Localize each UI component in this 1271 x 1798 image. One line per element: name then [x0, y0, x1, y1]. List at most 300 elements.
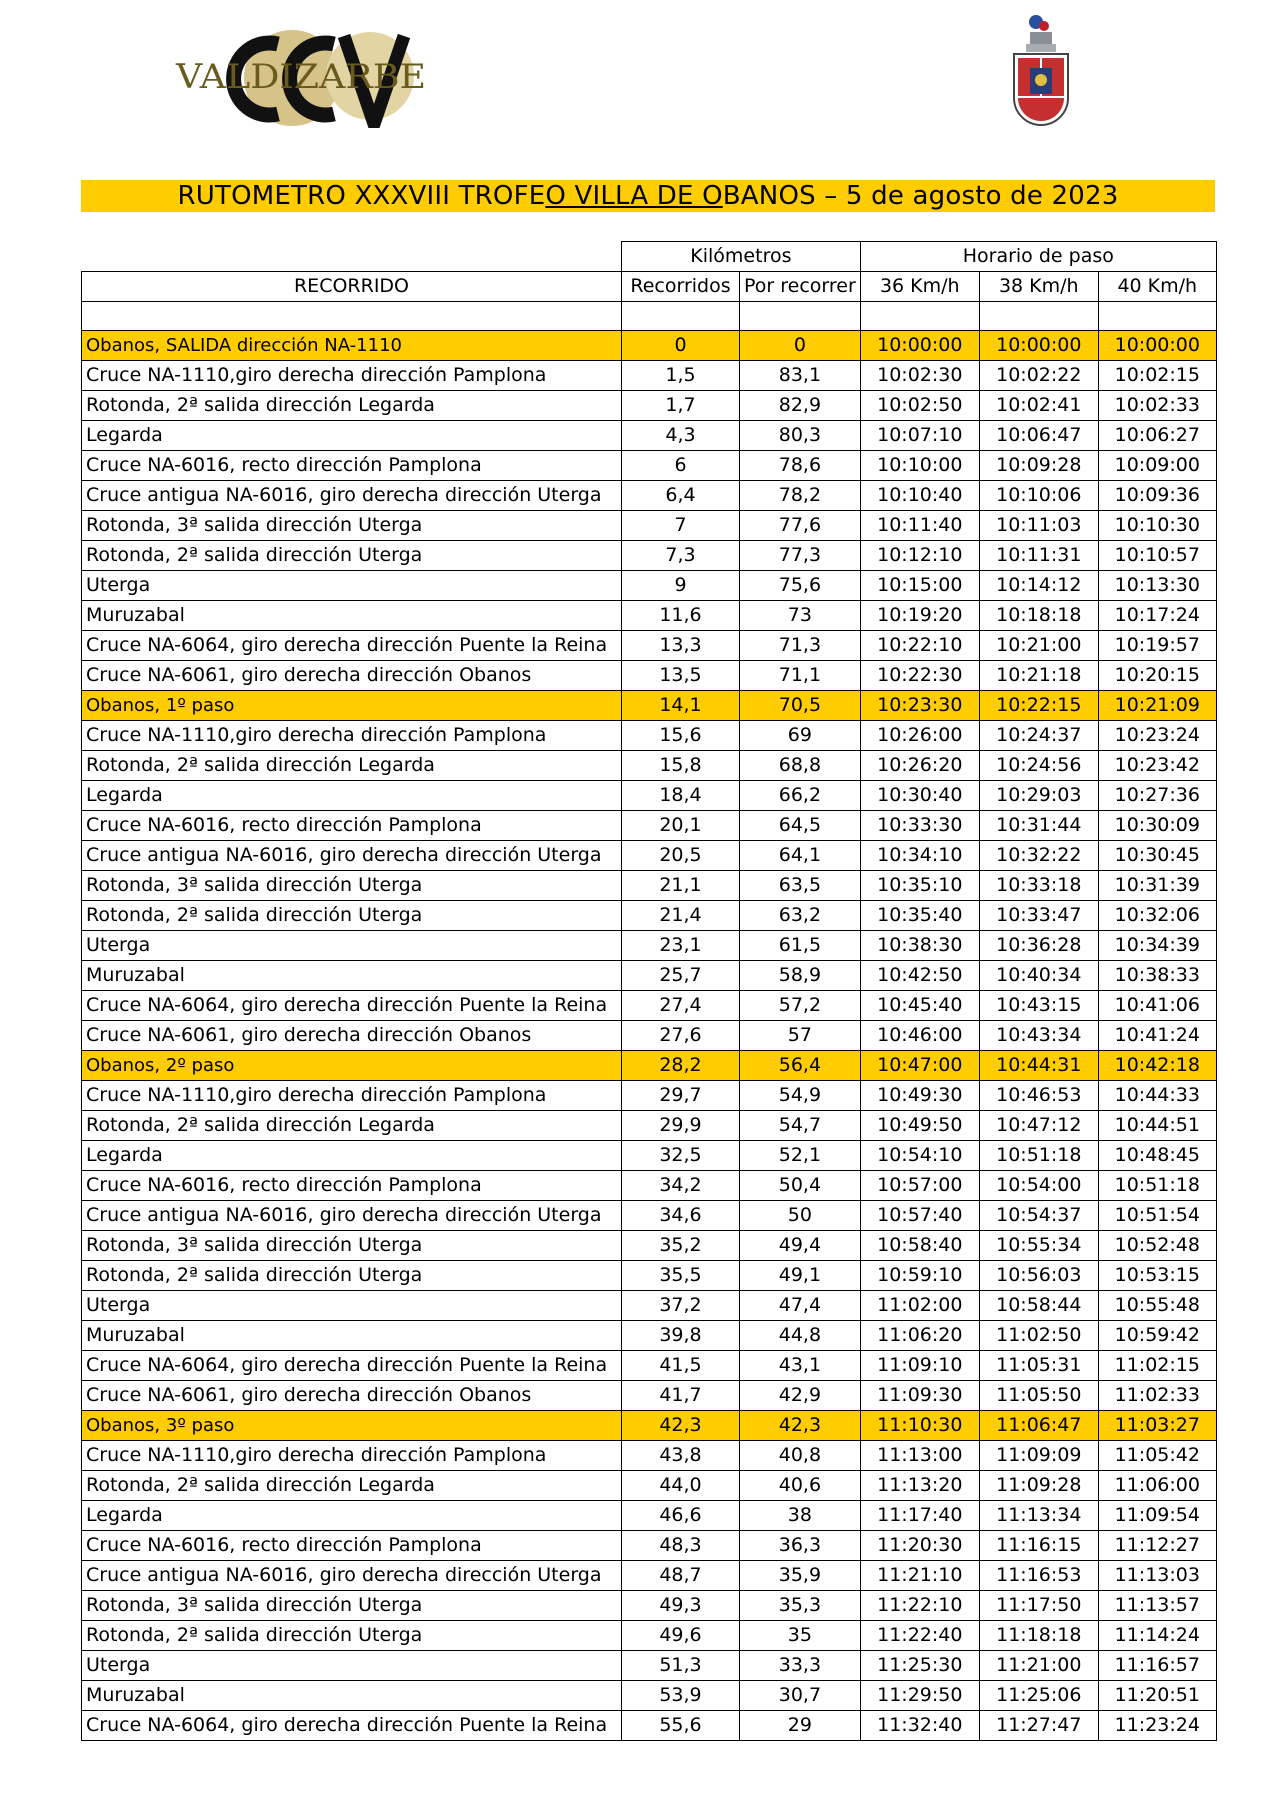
header-speed-38: 38 Km/h	[979, 272, 1098, 302]
cell-km-recorridos: 29,7	[622, 1081, 740, 1111]
table-row-highlight	[82, 1051, 1217, 1081]
cell-km-por-recorrer: 38	[740, 1501, 861, 1531]
cell-recorrido: Cruce NA-6064, giro derecha dirección Puente la Reina	[82, 1711, 622, 1741]
cell-km-recorridos: 53,9	[622, 1681, 740, 1711]
cell-time-36: 10:02:50	[860, 391, 979, 421]
cell-recorrido: Cruce NA-1110,giro derecha dirección Pamplona	[82, 1081, 622, 1111]
cell-km-recorridos: 20,5	[622, 841, 740, 871]
cell-time-36: 10:35:40	[860, 901, 979, 931]
cell-recorrido: Rotonda, 2ª salida dirección Uterga	[82, 541, 622, 571]
cell-recorrido: Muruzabal	[82, 961, 622, 991]
cell-time-38: 10:11:03	[979, 511, 1098, 541]
cell-time-36: 10:46:00	[860, 1021, 979, 1051]
table-row	[82, 901, 1217, 931]
cell-time-36: 10:23:30	[860, 691, 979, 721]
cell-time-40: 10:51:18	[1098, 1171, 1216, 1201]
table-row	[82, 841, 1217, 871]
table-row	[82, 751, 1217, 781]
cell-time-40: 10:52:48	[1098, 1231, 1216, 1261]
cell-km-recorridos: 49,3	[622, 1591, 740, 1621]
cell-time-36: 10:19:20	[860, 601, 979, 631]
cell-time-36: 10:10:40	[860, 481, 979, 511]
cell-time-36: 11:10:30	[860, 1411, 979, 1441]
cell-km-por-recorrer: 77,6	[740, 511, 861, 541]
cell-km-recorridos: 14,1	[622, 691, 740, 721]
table-row	[82, 721, 1217, 751]
cell-recorrido: Cruce NA-6064, giro derecha dirección Puente la Reina	[82, 631, 622, 661]
cell-time-36: 10:02:30	[860, 361, 979, 391]
cell-time-36: 10:33:30	[860, 811, 979, 841]
cell-km-por-recorrer: 73	[740, 601, 861, 631]
cell-time-38: 11:16:15	[979, 1531, 1098, 1561]
cell-time-40: 10:10:57	[1098, 541, 1216, 571]
cell-recorrido: Legarda	[82, 1141, 622, 1171]
cell-time-40: 10:59:42	[1098, 1321, 1216, 1351]
cell-time-40: 10:13:30	[1098, 571, 1216, 601]
cell-time-36: 11:22:40	[860, 1621, 979, 1651]
cell-time-36: 10:57:40	[860, 1201, 979, 1231]
cell-km-por-recorrer: 44,8	[740, 1321, 861, 1351]
cell-recorrido: Uterga	[82, 1291, 622, 1321]
cell-time-38: 10:00:00	[979, 331, 1098, 361]
cell-time-38: 10:36:28	[979, 931, 1098, 961]
cell-time-40: 11:12:27	[1098, 1531, 1216, 1561]
cell-recorrido: Rotonda, 2ª salida dirección Legarda	[82, 1111, 622, 1141]
cell-time-40: 11:02:15	[1098, 1351, 1216, 1381]
table-row	[82, 811, 1217, 841]
cell-time-36: 11:17:40	[860, 1501, 979, 1531]
cell-km-por-recorrer: 77,3	[740, 541, 861, 571]
cell-time-40: 10:09:00	[1098, 451, 1216, 481]
cell-km-por-recorrer: 63,5	[740, 871, 861, 901]
cell-km-recorridos: 25,7	[622, 961, 740, 991]
cell-km-recorridos: 6,4	[622, 481, 740, 511]
cell-time-36: 10:22:30	[860, 661, 979, 691]
cell-time-36: 11:13:00	[860, 1441, 979, 1471]
cell-time-36: 10:07:10	[860, 421, 979, 451]
cell-km-por-recorrer: 68,8	[740, 751, 861, 781]
cell-km-recorridos: 34,2	[622, 1171, 740, 1201]
cell-time-40: 10:20:15	[1098, 661, 1216, 691]
cell-km-recorridos: 15,6	[622, 721, 740, 751]
cell-km-recorridos: 42,3	[622, 1411, 740, 1441]
cell-km-por-recorrer: 42,9	[740, 1381, 861, 1411]
cell-time-36: 10:00:00	[860, 331, 979, 361]
table-row	[82, 511, 1217, 541]
table-row	[82, 1471, 1217, 1501]
cell-time-36: 11:21:10	[860, 1561, 979, 1591]
cell-time-36: 10:38:30	[860, 931, 979, 961]
cell-time-40: 10:48:45	[1098, 1141, 1216, 1171]
cell-km-por-recorrer: 64,1	[740, 841, 861, 871]
cell-time-38: 11:06:47	[979, 1411, 1098, 1441]
cell-recorrido: Cruce NA-6061, giro derecha dirección Obanos	[82, 1381, 622, 1411]
cell-km-por-recorrer: 54,9	[740, 1081, 861, 1111]
cell-recorrido: Rotonda, 2ª salida dirección Uterga	[82, 1261, 622, 1291]
cell-recorrido: Muruzabal	[82, 1681, 622, 1711]
cell-time-40: 11:23:24	[1098, 1711, 1216, 1741]
cell-time-40: 10:09:36	[1098, 481, 1216, 511]
cell-km-recorridos: 55,6	[622, 1711, 740, 1741]
cell-recorrido: Cruce NA-6016, recto dirección Pamplona	[82, 1171, 622, 1201]
cell-km-por-recorrer: 35	[740, 1621, 861, 1651]
cell-km-recorridos: 15,8	[622, 751, 740, 781]
cell-km-recorridos: 34,6	[622, 1201, 740, 1231]
cell-time-36: 11:22:10	[860, 1591, 979, 1621]
cell-km-recorridos: 27,4	[622, 991, 740, 1021]
cell-time-38: 10:21:00	[979, 631, 1098, 661]
cell-recorrido: Cruce NA-6064, giro derecha dirección Puente la Reina	[82, 1351, 622, 1381]
cell-recorrido: Cruce NA-1110,giro derecha dirección Pamplona	[82, 1441, 622, 1471]
cell-time-38: 11:17:50	[979, 1591, 1098, 1621]
table-row	[82, 1081, 1217, 1111]
cell-recorrido: Rotonda, 3ª salida dirección Uterga	[82, 1231, 622, 1261]
cell-km-recorridos: 46,6	[622, 1501, 740, 1531]
cell-time-40: 10:19:57	[1098, 631, 1216, 661]
table-row	[82, 601, 1217, 631]
cell-time-40: 10:53:15	[1098, 1261, 1216, 1291]
cell-km-por-recorrer: 64,5	[740, 811, 861, 841]
cell-km-recorridos: 27,6	[622, 1021, 740, 1051]
cell-km-recorridos: 35,5	[622, 1261, 740, 1291]
cell-recorrido: Uterga	[82, 931, 622, 961]
cell-time-38: 10:58:44	[979, 1291, 1098, 1321]
cell-time-40: 10:31:39	[1098, 871, 1216, 901]
cell-km-por-recorrer: 42,3	[740, 1411, 861, 1441]
cell-time-38: 10:10:06	[979, 481, 1098, 511]
cell-time-36: 11:32:40	[860, 1711, 979, 1741]
cell-km-por-recorrer: 49,4	[740, 1231, 861, 1261]
cell-km-por-recorrer: 47,4	[740, 1291, 861, 1321]
cell-time-40: 10:41:06	[1098, 991, 1216, 1021]
title-part-3: BANOS – 5 de agosto de 2023	[722, 181, 1119, 211]
table-row-highlight	[82, 691, 1217, 721]
cell-km-por-recorrer: 58,9	[740, 961, 861, 991]
table-row	[82, 631, 1217, 661]
cell-recorrido: Rotonda, 3ª salida dirección Uterga	[82, 1591, 622, 1621]
cell-recorrido: Cruce NA-6061, giro derecha dirección Obanos	[82, 661, 622, 691]
cell-time-38: 11:09:28	[979, 1471, 1098, 1501]
cell-time-36: 10:54:10	[860, 1141, 979, 1171]
cell-time-40: 10:41:24	[1098, 1021, 1216, 1051]
table-row	[82, 1321, 1217, 1351]
cell-recorrido: Cruce NA-1110,giro derecha dirección Pamplona	[82, 721, 622, 751]
cell-time-40: 11:13:03	[1098, 1561, 1216, 1591]
cell-time-38: 10:29:03	[979, 781, 1098, 811]
cell-km-por-recorrer: 50,4	[740, 1171, 861, 1201]
cell-recorrido: Cruce NA-6016, recto dirección Pamplona	[82, 1531, 622, 1561]
cell-time-38: 10:21:18	[979, 661, 1098, 691]
table-row	[82, 1171, 1217, 1201]
cell-time-36: 10:35:10	[860, 871, 979, 901]
title-part-1: RUTOMETRO XXXVIII TROFE	[177, 181, 546, 211]
cell-time-36: 11:06:20	[860, 1321, 979, 1351]
cell-time-38: 10:33:18	[979, 871, 1098, 901]
cell-time-40: 10:30:45	[1098, 841, 1216, 871]
table-row	[82, 1621, 1217, 1651]
cell-time-36: 10:42:50	[860, 961, 979, 991]
header-row-columns	[82, 272, 1217, 302]
cell-time-36: 10:12:10	[860, 541, 979, 571]
table-row	[82, 1651, 1217, 1681]
empty-row	[82, 302, 1217, 331]
table-row	[82, 871, 1217, 901]
table-row	[82, 571, 1217, 601]
cell-recorrido: Legarda	[82, 781, 622, 811]
cell-km-por-recorrer: 66,2	[740, 781, 861, 811]
table-row	[82, 1021, 1217, 1051]
cell-km-recorridos: 0	[622, 331, 740, 361]
cell-time-40: 11:02:33	[1098, 1381, 1216, 1411]
cell-recorrido: Cruce NA-6064, giro derecha dirección Puente la Reina	[82, 991, 622, 1021]
cell-time-36: 10:22:10	[860, 631, 979, 661]
cell-km-por-recorrer: 75,6	[740, 571, 861, 601]
table-row-highlight	[82, 1411, 1217, 1441]
cell-km-recorridos: 43,8	[622, 1441, 740, 1471]
cell-km-recorridos: 1,7	[622, 391, 740, 421]
cell-time-40: 10:27:36	[1098, 781, 1216, 811]
cell-time-36: 11:02:00	[860, 1291, 979, 1321]
cell-km-recorridos: 49,6	[622, 1621, 740, 1651]
table-row	[82, 1291, 1217, 1321]
cell-time-38: 10:24:56	[979, 751, 1098, 781]
table-row	[82, 391, 1217, 421]
table-row	[82, 1351, 1217, 1381]
cell-km-por-recorrer: 40,8	[740, 1441, 861, 1471]
table-row	[82, 1231, 1217, 1261]
cell-time-38: 10:43:34	[979, 1021, 1098, 1051]
cell-time-38: 11:27:47	[979, 1711, 1098, 1741]
cell-km-por-recorrer: 35,9	[740, 1561, 861, 1591]
cell-km-por-recorrer: 57	[740, 1021, 861, 1051]
table-row	[82, 661, 1217, 691]
cell-km-recorridos: 29,9	[622, 1111, 740, 1141]
cell-km-recorridos: 48,3	[622, 1531, 740, 1561]
cell-time-38: 10:14:12	[979, 571, 1098, 601]
cell-time-38: 10:06:47	[979, 421, 1098, 451]
cell-time-40: 11:14:24	[1098, 1621, 1216, 1651]
cell-recorrido: Obanos, 1º paso	[82, 691, 622, 721]
cell-km-por-recorrer: 0	[740, 331, 861, 361]
cell-km-recorridos: 4,3	[622, 421, 740, 451]
table-row	[82, 991, 1217, 1021]
cell-time-38: 10:55:34	[979, 1231, 1098, 1261]
cell-time-40: 11:05:42	[1098, 1441, 1216, 1471]
cell-km-recorridos: 13,5	[622, 661, 740, 691]
header-row-groups	[82, 242, 1217, 272]
cell-km-recorridos: 35,2	[622, 1231, 740, 1261]
header-speed-36: 36 Km/h	[860, 272, 979, 302]
cell-time-40: 10:38:33	[1098, 961, 1216, 991]
cell-time-38: 10:09:28	[979, 451, 1098, 481]
svg-text:VALDIZARBE: VALDIZARBE	[174, 57, 426, 97]
club-logo	[174, 28, 430, 128]
cell-time-36: 11:29:50	[860, 1681, 979, 1711]
table-row	[82, 1441, 1217, 1471]
cell-time-38: 10:46:53	[979, 1081, 1098, 1111]
cell-recorrido: Legarda	[82, 421, 622, 451]
cell-time-40: 10:17:24	[1098, 601, 1216, 631]
cell-km-por-recorrer: 82,9	[740, 391, 861, 421]
cell-recorrido: Cruce antigua NA-6016, giro derecha dirección Uterga	[82, 481, 622, 511]
cell-time-36: 10:58:40	[860, 1231, 979, 1261]
cell-recorrido: Rotonda, 2ª salida dirección Legarda	[82, 1471, 622, 1501]
cell-time-38: 10:44:31	[979, 1051, 1098, 1081]
cell-time-36: 10:30:40	[860, 781, 979, 811]
cell-time-38: 10:43:15	[979, 991, 1098, 1021]
cell-time-38: 10:22:15	[979, 691, 1098, 721]
cell-km-por-recorrer: 70,5	[740, 691, 861, 721]
cell-km-por-recorrer: 33,3	[740, 1651, 861, 1681]
header-recorrido: RECORRIDO	[82, 272, 622, 302]
table-row	[82, 361, 1217, 391]
cell-time-38: 11:13:34	[979, 1501, 1098, 1531]
cell-km-recorridos: 51,3	[622, 1651, 740, 1681]
route-table	[81, 241, 1217, 1741]
table-row	[82, 961, 1217, 991]
cell-time-38: 10:02:41	[979, 391, 1098, 421]
table-row	[82, 541, 1217, 571]
cell-km-por-recorrer: 49,1	[740, 1261, 861, 1291]
cell-time-38: 10:18:18	[979, 601, 1098, 631]
cell-km-por-recorrer: 71,1	[740, 661, 861, 691]
cell-recorrido: Cruce antigua NA-6016, giro derecha dirección Uterga	[82, 1201, 622, 1231]
cell-recorrido: Obanos, 2º paso	[82, 1051, 622, 1081]
cell-km-por-recorrer: 56,4	[740, 1051, 861, 1081]
cell-time-38: 11:05:31	[979, 1351, 1098, 1381]
cell-time-36: 10:26:00	[860, 721, 979, 751]
table-row	[82, 1201, 1217, 1231]
cell-time-38: 10:56:03	[979, 1261, 1098, 1291]
cell-km-por-recorrer: 71,3	[740, 631, 861, 661]
cell-km-recorridos: 28,2	[622, 1051, 740, 1081]
cell-time-40: 10:23:24	[1098, 721, 1216, 751]
cell-km-recorridos: 44,0	[622, 1471, 740, 1501]
cell-time-36: 10:10:00	[860, 451, 979, 481]
cell-km-por-recorrer: 36,3	[740, 1531, 861, 1561]
cell-time-40: 11:03:27	[1098, 1411, 1216, 1441]
cell-km-por-recorrer: 50	[740, 1201, 861, 1231]
table-row	[82, 481, 1217, 511]
cell-time-40: 10:51:54	[1098, 1201, 1216, 1231]
title-part-2: O VILLA DE O	[545, 181, 723, 211]
cell-time-36: 10:47:00	[860, 1051, 979, 1081]
cell-km-recorridos: 9	[622, 571, 740, 601]
cell-time-40: 11:16:57	[1098, 1651, 1216, 1681]
cell-time-40: 10:02:15	[1098, 361, 1216, 391]
cell-time-40: 11:13:57	[1098, 1591, 1216, 1621]
cell-km-recorridos: 21,1	[622, 871, 740, 901]
cell-time-40: 11:09:54	[1098, 1501, 1216, 1531]
cell-recorrido: Rotonda, 2ª salida dirección Uterga	[82, 1621, 622, 1651]
cell-time-36: 10:34:10	[860, 841, 979, 871]
cell-km-por-recorrer: 69	[740, 721, 861, 751]
cell-km-recorridos: 23,1	[622, 931, 740, 961]
cell-km-por-recorrer: 40,6	[740, 1471, 861, 1501]
cell-time-38: 10:51:18	[979, 1141, 1098, 1171]
cell-km-recorridos: 37,2	[622, 1291, 740, 1321]
cell-time-40: 10:06:27	[1098, 421, 1216, 451]
cell-time-40: 10:34:39	[1098, 931, 1216, 961]
cell-time-40: 10:30:09	[1098, 811, 1216, 841]
cell-recorrido: Cruce antigua NA-6016, giro derecha dirección Uterga	[82, 841, 622, 871]
cell-km-recorridos: 6	[622, 451, 740, 481]
header-recorridos: Recorridos	[622, 272, 740, 302]
cell-recorrido: Rotonda, 2ª salida dirección Legarda	[82, 391, 622, 421]
cell-time-38: 10:33:47	[979, 901, 1098, 931]
cell-recorrido: Cruce antigua NA-6016, giro derecha dirección Uterga	[82, 1561, 622, 1591]
cell-time-38: 10:54:00	[979, 1171, 1098, 1201]
cell-time-36: 10:15:00	[860, 571, 979, 601]
cell-recorrido: Legarda	[82, 1501, 622, 1531]
cell-km-por-recorrer: 83,1	[740, 361, 861, 391]
cell-time-40: 10:21:09	[1098, 691, 1216, 721]
cell-km-recorridos: 41,5	[622, 1351, 740, 1381]
cell-time-36: 10:49:50	[860, 1111, 979, 1141]
cell-km-recorridos: 11,6	[622, 601, 740, 631]
cell-time-40: 10:23:42	[1098, 751, 1216, 781]
cell-km-por-recorrer: 35,3	[740, 1591, 861, 1621]
cell-time-40: 10:42:18	[1098, 1051, 1216, 1081]
table-row	[82, 1261, 1217, 1291]
cell-time-36: 11:09:30	[860, 1381, 979, 1411]
cell-time-38: 10:32:22	[979, 841, 1098, 871]
cell-km-recorridos: 20,1	[622, 811, 740, 841]
cell-time-40: 10:00:00	[1098, 331, 1216, 361]
table-row	[82, 1681, 1217, 1711]
cell-time-36: 10:11:40	[860, 511, 979, 541]
cell-recorrido: Cruce NA-6061, giro derecha dirección Obanos	[82, 1021, 622, 1051]
cell-km-recorridos: 21,4	[622, 901, 740, 931]
cell-time-38: 11:18:18	[979, 1621, 1098, 1651]
table-row	[82, 1141, 1217, 1171]
cell-time-38: 10:11:31	[979, 541, 1098, 571]
cell-recorrido: Rotonda, 2ª salida dirección Legarda	[82, 751, 622, 781]
cell-km-recorridos: 18,4	[622, 781, 740, 811]
cell-time-36: 10:49:30	[860, 1081, 979, 1111]
cell-time-40: 10:55:48	[1098, 1291, 1216, 1321]
cell-time-36: 11:25:30	[860, 1651, 979, 1681]
cell-km-por-recorrer: 78,2	[740, 481, 861, 511]
cell-km-por-recorrer: 52,1	[740, 1141, 861, 1171]
cell-km-recorridos: 32,5	[622, 1141, 740, 1171]
cell-time-36: 10:26:20	[860, 751, 979, 781]
table-row	[82, 451, 1217, 481]
cell-time-40: 11:20:51	[1098, 1681, 1216, 1711]
table-row	[82, 1711, 1217, 1741]
cell-km-recorridos: 41,7	[622, 1381, 740, 1411]
cell-time-38: 11:02:50	[979, 1321, 1098, 1351]
cell-time-40: 10:32:06	[1098, 901, 1216, 931]
table-row	[82, 931, 1217, 961]
cell-km-recorridos: 7,3	[622, 541, 740, 571]
cell-time-36: 11:13:20	[860, 1471, 979, 1501]
cell-km-por-recorrer: 78,6	[740, 451, 861, 481]
cell-time-38: 11:05:50	[979, 1381, 1098, 1411]
cell-recorrido: Cruce NA-6016, recto dirección Pamplona	[82, 451, 622, 481]
table-row	[82, 421, 1217, 451]
cell-time-38: 11:21:00	[979, 1651, 1098, 1681]
cell-time-36: 10:57:00	[860, 1171, 979, 1201]
cell-km-por-recorrer: 54,7	[740, 1111, 861, 1141]
cell-recorrido: Cruce NA-6016, recto dirección Pamplona	[82, 811, 622, 841]
cell-km-recorridos: 39,8	[622, 1321, 740, 1351]
cell-time-38: 10:24:37	[979, 721, 1098, 751]
cell-recorrido: Rotonda, 3ª salida dirección Uterga	[82, 511, 622, 541]
header-kilometros: Kilómetros	[622, 242, 861, 272]
cell-recorrido: Cruce NA-1110,giro derecha dirección Pamplona	[82, 361, 622, 391]
table-row	[82, 1561, 1217, 1591]
